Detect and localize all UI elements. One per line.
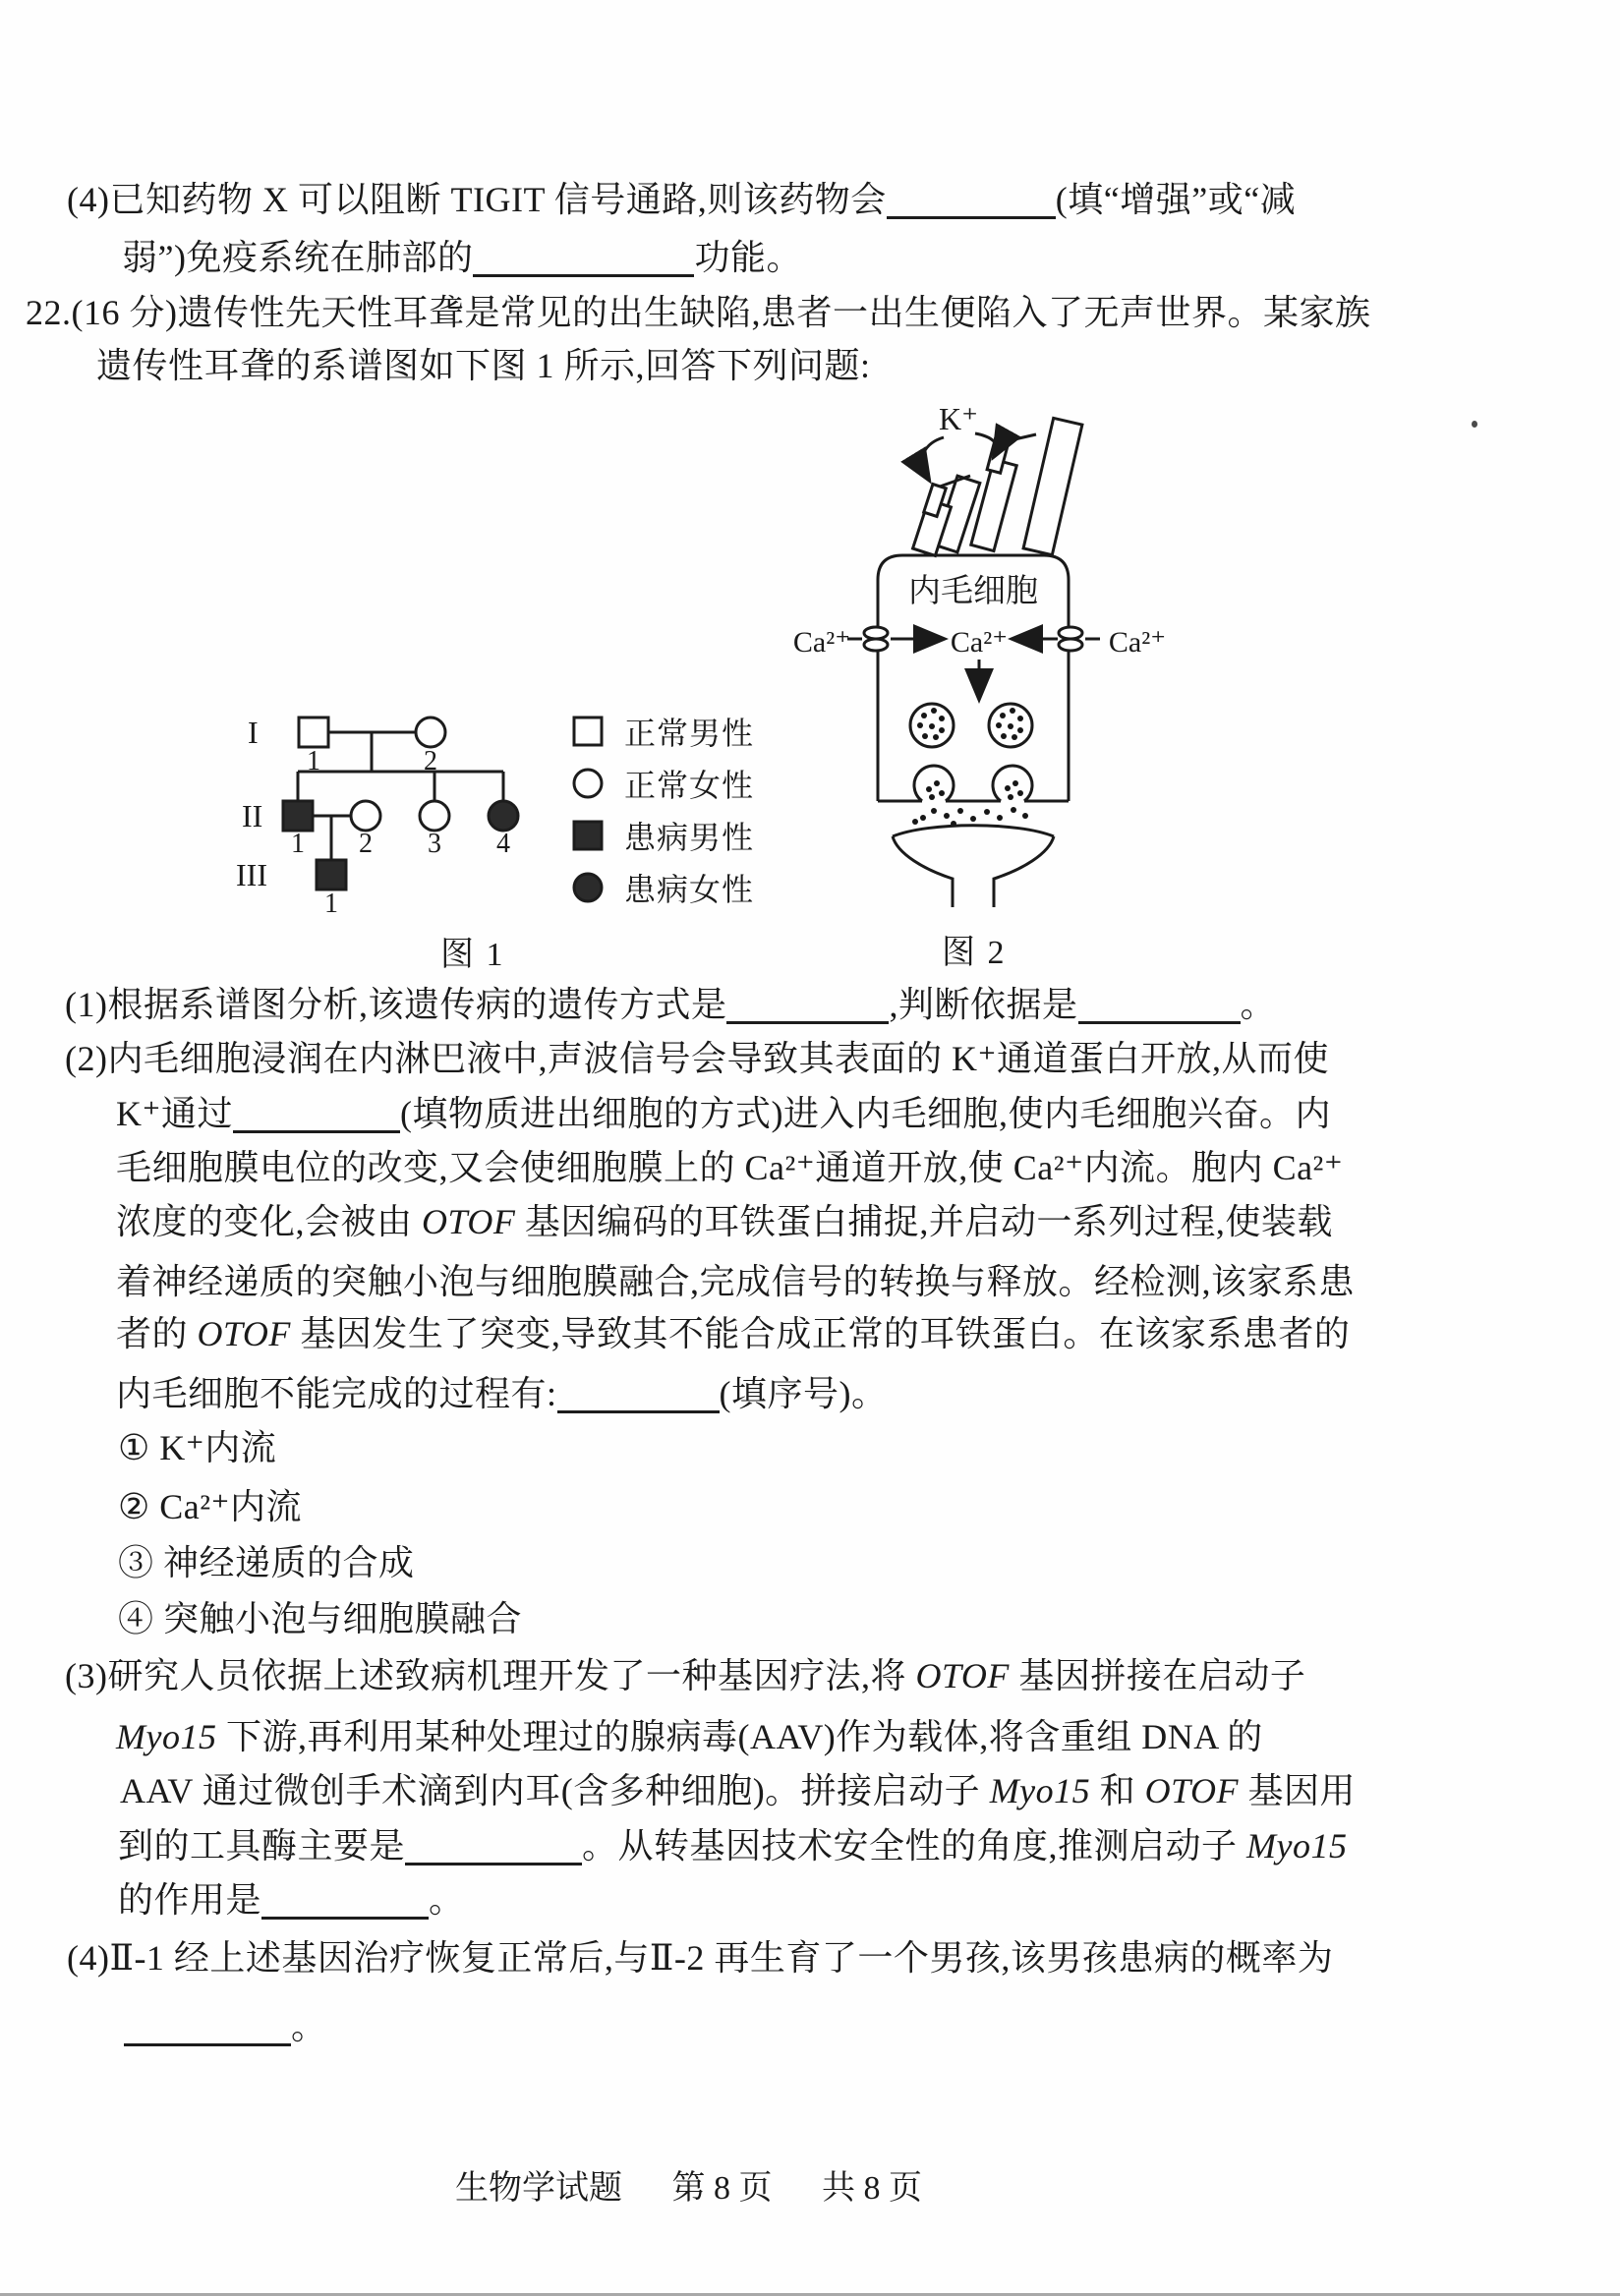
- pedigree-I1-normal-male: [299, 718, 328, 747]
- text-run: (3)研究人员依据上述致病机理开发了一种基因疗法,将: [65, 1656, 916, 1695]
- figure2-caption: 图 2: [942, 935, 1007, 971]
- promoter-name-myo15: Myo15: [989, 1771, 1091, 1810]
- text-run: 。: [429, 1880, 465, 1920]
- q22-sub3-line3: [120, 1764, 1356, 1817]
- scan-speck: [1472, 421, 1477, 428]
- blank-judgement-basis: [1078, 988, 1241, 1024]
- text-run: 基因编码的耳铁蛋白捕捉,并启动一系列过程,使装载: [515, 1202, 1333, 1241]
- q22-sub2-line5: [116, 1255, 1355, 1308]
- legend-row-normal-female: [571, 767, 755, 803]
- text-run: (1)根据系谱图分析,该遗传病的遗传方式是: [65, 985, 727, 1024]
- footer-subject: 生物学试题: [455, 2170, 622, 2207]
- text-run: (4)Ⅱ-1 经上述基因治疗恢复正常后,与Ⅱ-2 再生育了一个男孩,该男孩患病的概率为: [67, 1938, 1334, 1978]
- text-run: ② Ca²⁺内流: [118, 1487, 303, 1526]
- text-run: ③ 神经递质的合成: [118, 1543, 415, 1582]
- blank-disease-probability: [124, 2010, 291, 2046]
- stereocilium-mid: [971, 459, 1016, 550]
- text-run: 基因发生了突变,导致其不能合成正常的耳铁蛋白。在该家系患者的: [290, 1314, 1351, 1353]
- generation-label-II: II: [242, 798, 263, 833]
- generation-label-III: III: [236, 857, 267, 892]
- member-number: 2: [424, 746, 437, 776]
- text-run: AAV 通过微创手术滴到内耳(含多种细胞)。拼接启动子: [120, 1771, 990, 1810]
- gene-name-otof: OTOF: [422, 1202, 516, 1241]
- q22-option-4: [118, 1592, 522, 1645]
- blank-drug-effect: [887, 183, 1056, 219]
- gene-name-otof: OTOF: [1144, 1771, 1240, 1810]
- pedigree-I2-normal-female: [416, 718, 445, 747]
- blank-tool-enzymes: [405, 1829, 582, 1866]
- ca-channel-right: [1059, 627, 1082, 651]
- pedigree-II4-affected-female: [489, 801, 518, 831]
- ca-channel-left: [864, 627, 888, 651]
- blank-immune-function: [473, 241, 694, 277]
- footer-page-total: 共 8 页: [822, 2170, 922, 2207]
- q22-sub2-line6: [116, 1307, 1350, 1360]
- text-run: 功能。: [694, 238, 802, 277]
- gene-name-otof: OTOF: [197, 1314, 291, 1353]
- q22-sub3-line1: [65, 1649, 1305, 1702]
- member-number: 3: [428, 829, 441, 859]
- text-run: 着神经递质的突触小泡与细胞膜融合,完成信号的转换与释放。经检测,该家系患: [116, 1262, 1356, 1301]
- legend-row-normal-male: [571, 715, 755, 751]
- q21-part4-line2: [122, 231, 802, 284]
- pedigree-III1-affected-male: [317, 860, 346, 890]
- member-number: 1: [307, 746, 320, 776]
- legend-label: 正常男性: [624, 716, 755, 751]
- member-number: 1: [324, 889, 338, 919]
- pedigree-connectors: [298, 732, 503, 860]
- footer-page-number: 第 8 页: [671, 2170, 773, 2207]
- blank-transport-mode: [233, 1097, 400, 1133]
- ca-label-inside: Ca²⁺: [950, 626, 1009, 659]
- text-run: 弱”)免疫系统在肺部的: [122, 238, 474, 277]
- legend-label: 患病女性: [624, 872, 755, 907]
- k-influx-arrow-left: [922, 437, 944, 477]
- q22-sub2-line2: [116, 1087, 1331, 1140]
- text-run: ① K⁺内流: [118, 1428, 277, 1467]
- legend-label: 正常女性: [624, 768, 755, 803]
- q22-sub4-line2: [124, 2000, 327, 2053]
- pedigree-II1-affected-male: [283, 801, 313, 831]
- text-run: 毛细胞膜电位的改变,又会使细胞膜上的 Ca²⁺通道开放,使 Ca²⁺内流。胞内 Ca²⁺: [116, 1148, 1344, 1187]
- legend-label: 患病男性: [624, 820, 755, 855]
- gene-name-otof: OTOF: [915, 1656, 1010, 1695]
- text-run: 基因用: [1239, 1771, 1357, 1810]
- k-ion-label: K⁺: [939, 401, 978, 436]
- normal-male-symbol-icon: [571, 715, 605, 748]
- member-number: 2: [359, 829, 373, 859]
- postsynaptic-ending: [893, 826, 1054, 907]
- text-run: (2)内毛细胞浸润在内淋巴液中,声波信号会导致其表面的 K⁺通道蛋白开放,从而使: [65, 1039, 1329, 1078]
- q22-option-3: [118, 1536, 415, 1589]
- legend-row-affected-male: [571, 819, 755, 855]
- text-run: 下游,再利用某种处理过的腺病毒(AAV)作为载体,将含重组 DNA 的: [216, 1717, 1263, 1756]
- text-run: 者的: [116, 1314, 198, 1353]
- affected-female-symbol-icon: [571, 871, 605, 904]
- figure1-caption: 图 1: [440, 937, 505, 973]
- q22-stem-line2: [96, 339, 871, 392]
- pedigree-II2-normal-female: [351, 801, 380, 831]
- pedigree-II3-normal-female: [420, 801, 449, 831]
- q22-sub2-line7: [116, 1367, 888, 1420]
- q21-part4-line1: [67, 173, 1296, 226]
- q22-sub2-line4: [116, 1195, 1333, 1248]
- affected-male-symbol-icon: [571, 819, 605, 852]
- text-run: 。: [291, 2007, 327, 2046]
- text-run: ④ 突触小泡与细胞膜融合: [118, 1599, 523, 1638]
- text-run: 浓度的变化,会被由: [116, 1202, 423, 1241]
- text-run: 内毛细胞不能完成的过程有:: [116, 1374, 557, 1413]
- text-run: 遗传性耳聋的系谱图如下图 1 所示,回答下列问题:: [96, 346, 871, 385]
- text-run: 的作用是: [118, 1880, 262, 1920]
- text-run: 和: [1090, 1771, 1145, 1810]
- ca-label-outside-right: Ca²⁺: [1108, 626, 1167, 659]
- text-run: (填物质进出细胞的方式)进入内毛细胞,使内毛细胞兴奋。内: [400, 1094, 1331, 1133]
- text-run: (填“增强”或“减: [1055, 180, 1297, 219]
- q22-sub2-line3: [116, 1141, 1343, 1194]
- neurotransmitter-dots-in-vesicles: [917, 708, 1023, 740]
- promoter-name-myo15: Myo15: [116, 1717, 217, 1756]
- text-run: K⁺通过: [116, 1094, 234, 1133]
- pedigree-legend: [571, 715, 754, 923]
- text-run: 。: [1240, 985, 1277, 1024]
- legend-row-affected-female: [571, 871, 755, 907]
- q22-sub4-line1: [67, 1931, 1333, 1984]
- blank-process-numbers: [557, 1377, 720, 1413]
- promoter-name-myo15: Myo15: [1246, 1826, 1348, 1866]
- text-run: 22.(16 分)遗传性先天性耳聋是常见的出生缺陷,患者一出生便陷入了无声世界。某家族: [26, 293, 1371, 332]
- inner-hair-cell-label: 内毛细胞: [908, 574, 1038, 609]
- page-footer: [455, 2160, 963, 2209]
- normal-female-symbol-icon: [571, 767, 605, 800]
- blank-inheritance-mode: [726, 988, 889, 1024]
- neurotransmitter-dots-releasing: [912, 780, 1028, 827]
- figure2-hair-cell-diagram: [786, 398, 1199, 958]
- ca-label-outside-left: Ca²⁺: [792, 626, 851, 659]
- q22-sub3-line2: [116, 1710, 1263, 1763]
- member-number: 1: [291, 829, 305, 859]
- text-run: (4)已知药物 X 可以阻断 TIGIT 信号通路,则该药物会: [67, 180, 887, 219]
- q22-sub3-line4: [118, 1819, 1348, 1872]
- member-number: 4: [496, 829, 510, 859]
- text-run: 。从转基因技术安全性的角度,推测启动子: [582, 1826, 1247, 1866]
- q22-option-2: [118, 1480, 302, 1533]
- stereocilium-tall: [1023, 418, 1082, 554]
- q22-sub3-line5: [118, 1873, 465, 1926]
- q22-sub2-line1: [65, 1032, 1329, 1085]
- text-run: ,判断依据是: [889, 985, 1078, 1024]
- text-run: 到的工具酶主要是: [118, 1826, 406, 1866]
- generation-label-I: I: [248, 715, 259, 750]
- blank-promoter-role: [261, 1883, 429, 1920]
- q22-sub1: [65, 978, 1276, 1031]
- text-run: (填序号)。: [719, 1374, 888, 1413]
- q22-stem-line1: [26, 286, 1370, 339]
- q22-option-1: [118, 1421, 276, 1474]
- text-run: 基因拼接在启动子: [1009, 1656, 1306, 1695]
